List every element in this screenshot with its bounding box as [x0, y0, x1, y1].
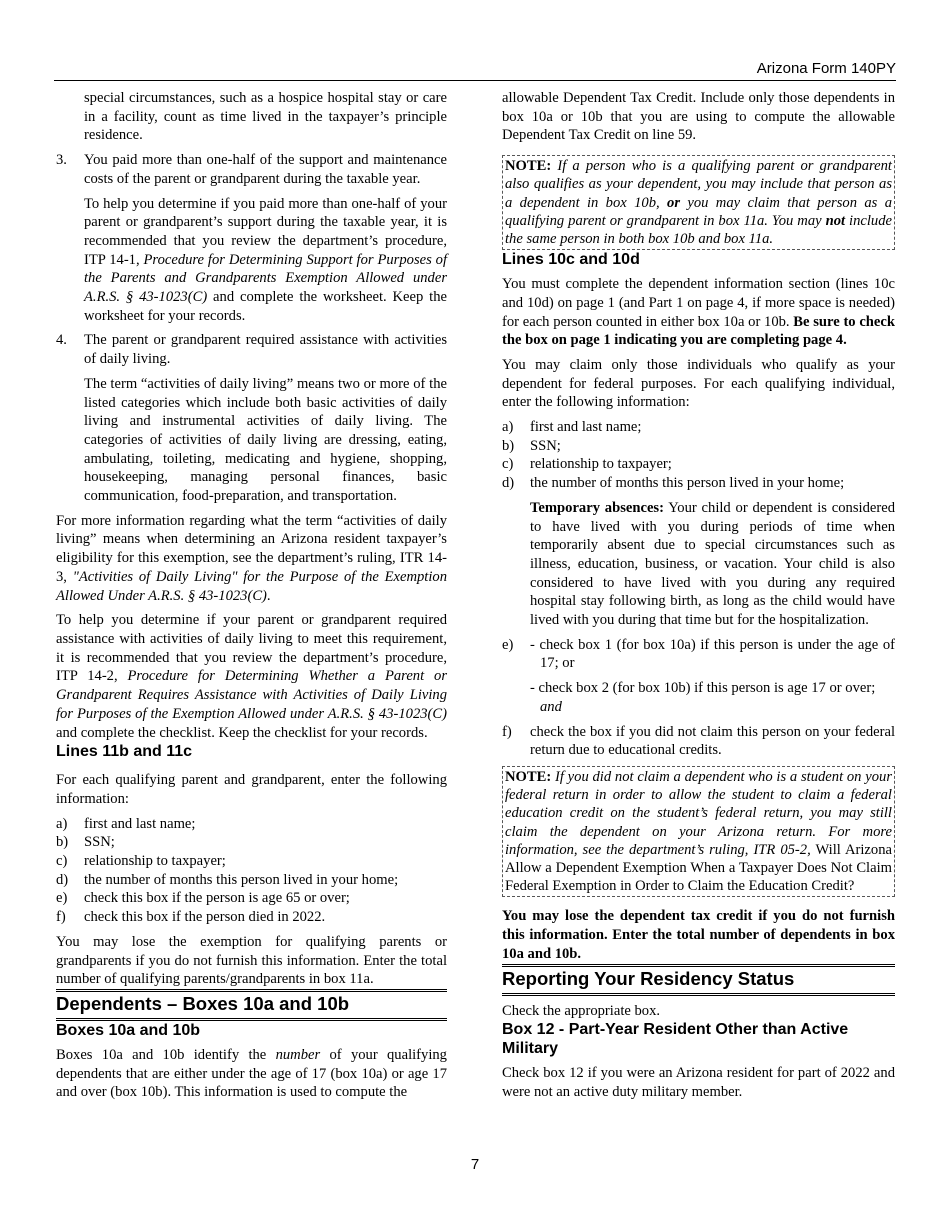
note-emphasis: not [825, 212, 846, 229]
check-box-2-text: - check box 2 (for box 10b) if this person is age 17 or over; [530, 680, 876, 697]
list-text [530, 636, 895, 717]
text-run: of your qualifying dependents that are either under the age of 17 (box 10a) or age 17 and over (box 10b). This information is used to compute the [56, 1046, 447, 1101]
bold-instruction: Be sure to check the box on page 1 indicating you are completing page 4. [502, 313, 895, 349]
conjunction: and [540, 698, 562, 715]
list-label: c) [56, 853, 68, 870]
procedure-title: Procedure for Determining Support for Purposes of the Parents and Grandparents Exemption Allowed under A.R.S. § 43-1023(C) [84, 251, 448, 306]
text-run: and complete the worksheet. Keep the worksheet for your records. [84, 289, 447, 324]
emphasis: number [275, 1046, 321, 1063]
note-box-education-credit [502, 766, 895, 897]
more-info-paragraph [56, 512, 447, 606]
check-box-instruction: Check the appropriate box. [502, 1002, 661, 1019]
section-heading-lines-11b-11c: Lines 11b and 11c [56, 743, 193, 761]
section-heading-boxes-10a-10b: Boxes 10a and 10b [56, 1021, 201, 1039]
continued-paragraph: special circumstances, such as a hospice hospital stay or care in a facility, count as time lived in the taxpayer’s principle residence. [84, 90, 447, 144]
text-run: You must complete the dependent information section (lines 10c and 10d) on page 1 (and Part 1 on page 4, if more space is needed) for each person counted in either box 10a or 10b. [502, 276, 895, 330]
list-item [56, 889, 447, 908]
list-label: f) [502, 723, 512, 740]
criterion-number: 4. [56, 332, 67, 349]
continued-paragraph: allowable Dependent Tax Credit. Include only those dependents in box 10a or 10b that you are using to compute the allowable Dependent Tax Credit on line 59. [502, 90, 895, 144]
list-item-f [502, 723, 895, 760]
complete-section-paragraph [502, 275, 895, 350]
list-label: d) [502, 475, 515, 492]
note-label: NOTE: [505, 158, 552, 175]
checklist-paragraph [56, 611, 447, 742]
list-text: check the box if you did not claim this person on your federal return due to educational credits. [530, 723, 895, 759]
section-heading-residency: Reporting Your Residency Status [502, 964, 895, 996]
note-box-parent-dependent [502, 155, 895, 250]
text-run: . [266, 587, 271, 604]
parent-info-list [56, 815, 447, 927]
list-label: a) [502, 419, 514, 436]
list-label: b) [502, 437, 515, 454]
lines-11-intro: For each qualifying parent and grandparent, enter the following information: [56, 772, 447, 807]
section-heading-box-12: Box 12 - Part-Year Resident Other than Active Military [502, 1021, 849, 1058]
criterion-number: 3. [56, 152, 67, 169]
list-label: e) [502, 636, 514, 653]
text-run: Your child or dependent is considered to have lived with you during periods of time when temporarily absent due to special circumstances such as illness, education, business, or vacation. Your child is also considered to have lived with you during any required hospital stay following birth, as long as the child would have lived with you during that time but for the hospitalization. [530, 499, 895, 629]
criterion-3 [56, 151, 447, 188]
check-box-1-text: - check box 1 (for box 10a) if this person is under the age of 17; or [530, 636, 895, 672]
list-text: SSN; [530, 437, 561, 454]
criterion-text: You paid more than one-half of the support and maintenance costs of the parent or grandparent during the taxable year. [84, 152, 447, 187]
note-text: If you did not claim a dependent who is a student on your federal return in order to allow the student to claim a federal education credit on the student’s federal return, you may still claim the dependent on your Arizona return. For more information, see the department’s ruling, ITR 05-2, [505, 769, 892, 858]
list-text: the number of months this person lived in your home; [84, 871, 399, 888]
list-item-e [502, 636, 895, 717]
lose-credit-paragraph: You may lose the dependent tax credit if you do not furnish this information. Enter the total number of dependents in box 10a and 10b. [502, 908, 895, 962]
list-label: c) [502, 456, 514, 473]
right-column [502, 89, 895, 1102]
list-text: check this box if the person is age 65 or over; [84, 890, 350, 907]
list-text: SSN; [84, 834, 115, 851]
list-label: a) [56, 815, 68, 832]
temporary-absences-paragraph [502, 499, 895, 630]
list-label: b) [56, 834, 69, 851]
support-procedure-paragraph [56, 195, 447, 326]
list-text: relationship to taxpayer; [530, 456, 672, 473]
list-item [502, 455, 895, 474]
list-item [502, 474, 895, 493]
list-item [56, 833, 447, 852]
dependent-info-list [502, 418, 895, 493]
text-run: Boxes 10a and 10b identify the [56, 1046, 276, 1063]
text-run: and complete the checklist. Keep the checklist for your records. [56, 724, 428, 741]
list-text: relationship to taxpayer; [84, 853, 226, 870]
list-item [56, 908, 447, 927]
list-text: first and last name; [84, 815, 196, 832]
note-text: If a person who is a qualifying parent or grandparent also qualifies as your dependent, you may include that person as a dependent in box 10b, [505, 158, 892, 211]
ruling-title: "Activities of Daily Living" for the Purpose of the Exemption Allowed Under A.R.S. § 43-1023(C) [56, 568, 447, 604]
section-heading-lines-10c-10d: Lines 10c and 10d [502, 251, 640, 269]
form-title: Arizona Form 140PY [756, 60, 896, 77]
left-column [56, 89, 447, 1102]
criterion-text: The parent or grandparent required assistance with activities of daily living. [84, 332, 447, 368]
list-item [56, 871, 447, 890]
text-run: For more information regarding what the term “activities of daily living” means when determining an Arizona resident taxpayer’s eligibility for this exemption, see the department’s ruling, ITR 14-3, [56, 512, 447, 585]
procedure-title: Procedure for Determining Whether a Parent or Grandparent Requires Assistance with Activities of Daily Living for Purposes of the Exemption Allowed under A.R.S. § 43-1023(C) [56, 668, 448, 722]
list-text: the number of months this person lived in your home; [530, 475, 845, 492]
list-label: e) [56, 890, 68, 907]
list-text: first and last name; [530, 419, 642, 436]
list-item [502, 437, 895, 456]
note-label: NOTE: [505, 769, 552, 785]
header-rule [54, 80, 896, 81]
lose-exemption-paragraph: You may lose the exemption for qualifying parents or grandparents if you do not furnish this information. Enter the total number of qualifying parents/grandparents in box 11a. [56, 933, 447, 988]
box-12-paragraph: Check box 12 if you were an Arizona resident for part of 2022 and were not an active duty military member. [502, 1065, 895, 1100]
claim-paragraph: You may claim only those individuals who qualify as your dependent for federal purposes. For each qualifying individual, enter the following information: [502, 356, 895, 411]
page-number: 7 [470, 1156, 480, 1173]
ruling-title: Will Arizona Allow a Dependent Exemption When a Taxpayer Does Not Claim Federal Exemption in Order to Claim the Education Credit? [505, 841, 892, 895]
list-text: check this box if the person died in 2022. [84, 909, 326, 926]
list-label: f) [56, 909, 66, 926]
text-run: To help you determine if you paid more than one-half of your parent or grandparent’s support during the taxable year, it is recommended that you review the department’s procedure, ITP 14-1, [84, 195, 447, 268]
boxes-10-paragraph [56, 1046, 447, 1102]
section-heading-dependents: Dependents – Boxes 10a and 10b [56, 989, 447, 1021]
list-label: d) [56, 871, 69, 888]
note-text: include the same person in both box 10b and box 11a. [505, 212, 893, 247]
text-run: To help you determine if your parent or grandparent required assistance with activities of daily living to meet this requirement, it is recommended that you review the department’s procedure, ITP 14-2, [56, 612, 447, 685]
list-item [56, 815, 447, 834]
note-emphasis: or [667, 194, 680, 211]
temporary-absences-label: Temporary absences: [530, 499, 664, 516]
activities-definition-paragraph: The term “activities of daily living” means two or more of the listed categories which include both basic activities of daily living and instrumental activities of daily living. The categories of activities of daily living are dressing, eating, ambulating, toileting, medicating and hygiene, shopping, housekeeping, managing personal finances, basic communication, food-preparation, and transportation. [84, 375, 447, 505]
list-item [502, 418, 895, 437]
list-item [56, 852, 447, 871]
note-text: you may claim that person as a qualifying parent or grandparent in box 11a. You may [505, 194, 892, 229]
criterion-4 [56, 331, 447, 368]
